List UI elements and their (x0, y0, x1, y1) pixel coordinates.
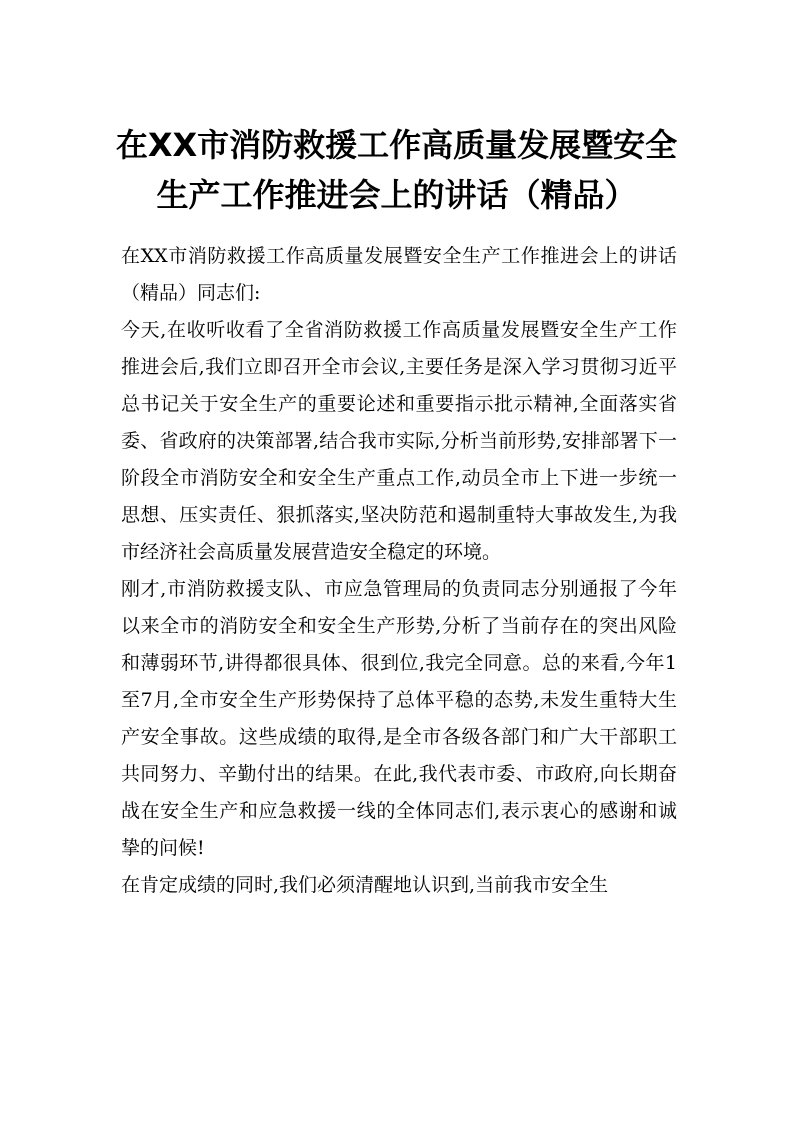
paragraph-opening: 在XX市消防救援工作高质量发展暨安全生产工作推进会上的讲话（精品）同志们: (121, 245, 677, 304)
document-title: 在XX市消防救援工作高质量发展暨安全生产工作推进会上的讲话（精品） (115, 126, 678, 214)
paragraph-meeting-purpose: 今天,在收听收看了全省消防救援工作高质量发展暨安全生产工作推进会后,我们立即召开全市会议,主要任务是深入学习贯彻习近平总书记关于安全生产的重要论述和重要指示批示精神,全面落实省委、省政府的决策部署,结合我市实际,分析当前形势,安排部署下一阶段全市消防安全和安全生产重点工作,动员全市上下进一步统一思想、压实责任、狠抓落实,坚决防范和遏制重特大事故发生,为我市经济社会高质量发展营造安全稳定的环境。 (121, 319, 677, 563)
document-body (121, 238, 677, 904)
paragraph-challenges: 在肯定成绩的同时,我们必须清醒地认识到,当前我市安全生 (121, 874, 609, 896)
paragraph-achievements: 刚才,市消防救援支队、市应急管理局的负责同志分别通报了今年以来全市的消防安全和安全生产形势,分析了当前存在的突出风险和薄弱环节,讲得都很具体、很到位,我完全同意。总的来看,今年1至7月,全市安全生产形势保持了总体平稳的态势,未发生重特大生产安全事故。这些成绩的取得,是全市各级各部门和广大干部职工共同努力、辛勤付出的结果。在此,我代表市委、市政府,向长期奋战在安全生产和应急救援一线的全体同志们,表示衷心的感谢和诚挚的问候! (121, 578, 677, 859)
